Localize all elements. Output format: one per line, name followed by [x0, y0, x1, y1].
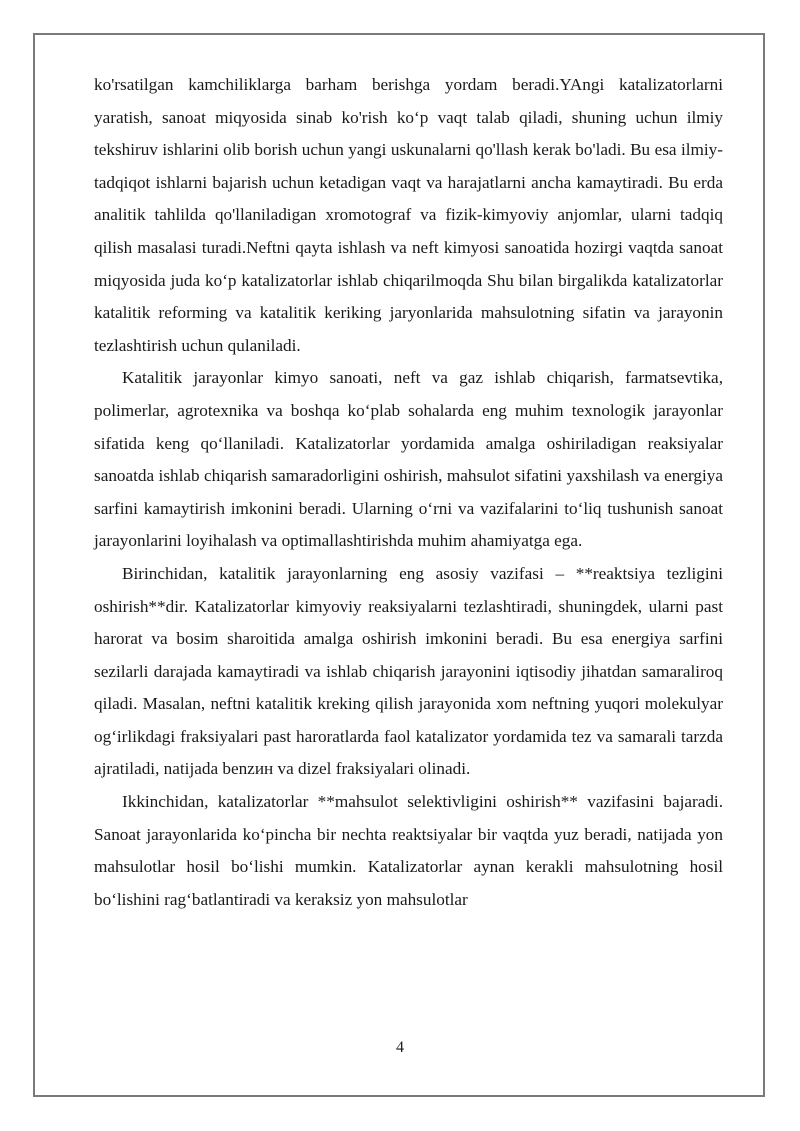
paragraph-4: Ikkinchidan, katalizatorlar **mahsulot selektivligini oshirish** vazifasini bajaradi. Sanoat jarayonlarida ko‘pincha bir nechta reaktsiyalar bir vaqtda yuz beradi, natijada yon mahsulotlar hosil bo‘lishi mumkin. Katalizatorlar aynan kerakli mahsulotning hosil bo‘lishini rag‘batlantiradi va keraksiz yon mahsulotlar [94, 792, 723, 909]
paragraph-1: ko'rsatilgan kamchiliklarga barham berishga yordam beradi.YAngi katalizatorlarni yaratish, sanoat miqyosida sinab ko'rish ko‘p vaqt talab qiladi, shuning uchun ilmiy tekshiruv ishlarini olib borish uchun yangi uskunalarni qo'llash kerak bo'ladi. Bu esa ilmiy-tadqiqot ishlarni bajarish uchun ketadigan vaqt va harajatlarni ancha kamaytiradi. Bu erda analitik tahlilda qo'llaniladigan xromotograf va fizik-kimyoviy anjomlar, ularni tadqiq qilish masalasi turadi.Neftni qayta ishlash va neft kimyosi sanoatida hozirgi vaqtda sanoat miqyosida juda ko‘p katalizatorlar ishlab chiqarilmoqda Shu bilan birgalikda katalizatorlar katalitik reforming va katalitik keriking jaryonlarida mahsulotning sifatin va jarayonin tezlashtirish uchun qulaniladi. [94, 75, 723, 355]
paragraph-3: Birinchidan, katalitik jarayonlarning eng asosiy vazifasi – **reaktsiya tezligini oshirish**dir. Katalizatorlar kimyoviy reaksiyalarni tezlashtiradi, shuningdek, ularni past harorat va bosim sharoitida amalga oshirish imkonini beradi. Bu esa energiya sarfini sezilarli darajada kamaytiradi va ishlab chiqarish jarayonini iqtisodiy jihatdan samaraliroq qiladi. Masalan, neftni katalitik kreking qilish jarayonida xom neftning yuqori molekulyar og‘irlikdagi fraksiyalari past haroratlarda faol katalizator yordamida tez va samarali tarzda ajratiladi, natijada benzин va dizel fraksiyalari olinadi. [94, 563, 723, 779]
paragraph-2: Katalitik jarayonlar kimyo sanoati, neft va gaz ishlab chiqarish, farmatsevtika, polimerlar, agrotexnika va boshqa ko‘plab sohalarda eng muhim texnologik jarayonlar sifatida keng qo‘llaniladi. Katalizatorlar yordamida amalga oshiriladigan reaksiyalar sanoatda ishlab chiqarish samaradorligini oshirish, mahsulot sifatini yaxshilash va energiya sarfini kamaytirish imkonini beradi. Ularning o‘rni va vazifalarini to‘liq tushunish sanoat jarayonlarini loyihalash va optimallashtirishda muhim ahamiyatga ega. [94, 368, 723, 551]
document-body [94, 69, 723, 916]
page-number: 4 [396, 1039, 404, 1056]
